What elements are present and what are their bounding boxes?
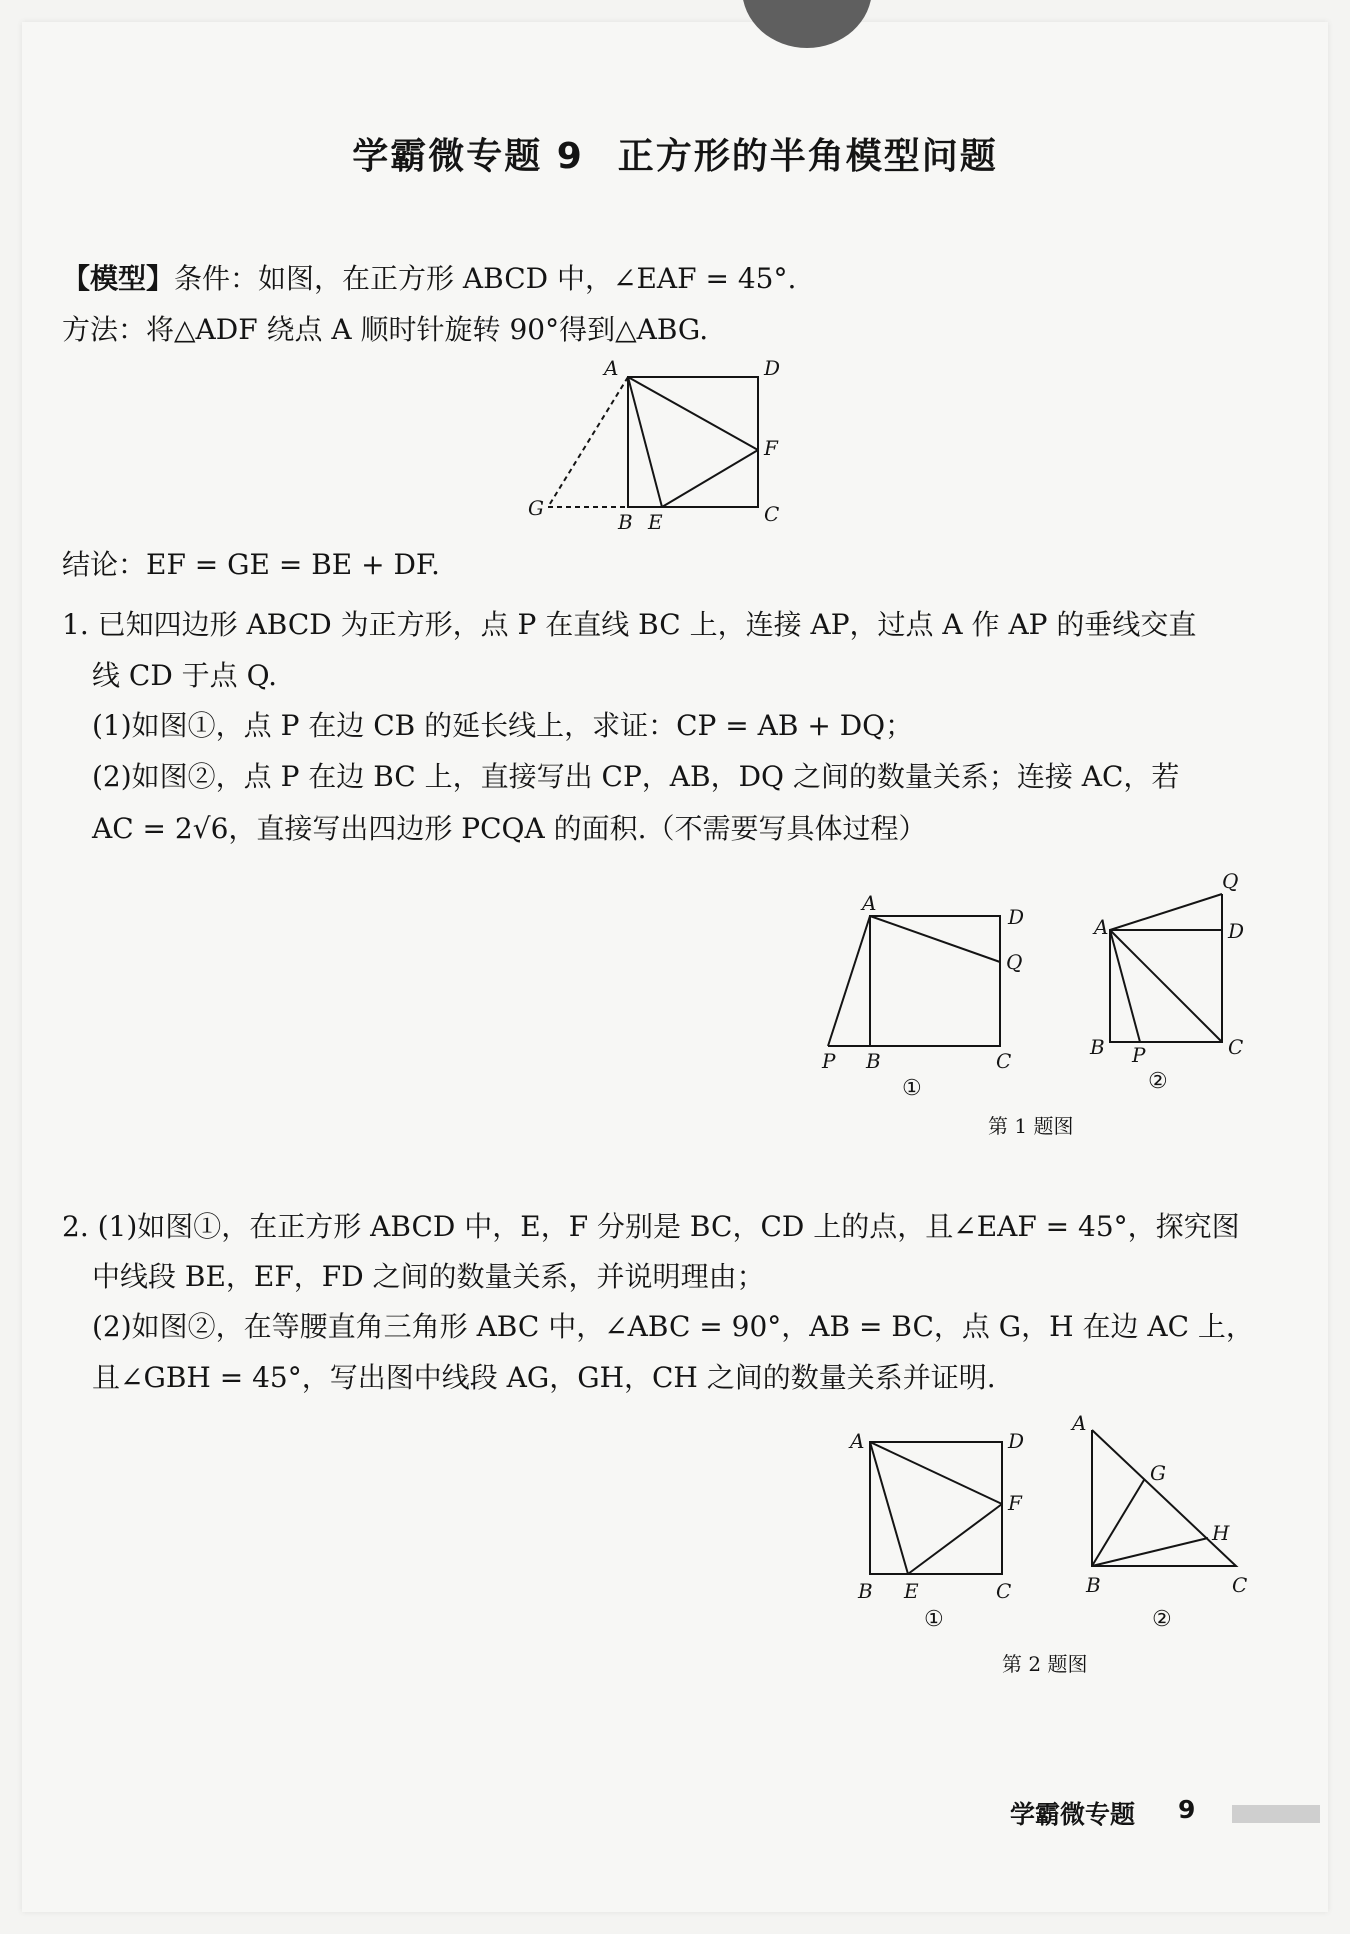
q1-line2: 线 CD 于点 Q. [92,659,278,692]
label-b: B [1086,1573,1101,1597]
q1-part1: (1)如图①，点 P 在边 CB 的延长线上，求证：CP = AB + DQ； [92,709,914,742]
label-c: C [1228,1035,1244,1059]
fig-number: ① [902,1076,922,1101]
model-condition-text: 条件：如图，在正方形 ABCD 中，∠EAF = 45°. [174,262,797,295]
label-p: P [1132,1043,1146,1067]
label-c: C [1232,1573,1248,1597]
q2-caption: 第 2 题图 [1002,1652,1088,1676]
fig-number: ② [1152,1607,1172,1632]
label-q: Q [1006,950,1023,974]
model-conclusion: 结论：EF = GE = BE + DF. [62,548,440,581]
label-d: D [1228,919,1245,943]
label-q: Q [1222,869,1239,893]
q1-part2a: (2)如图②，点 P 在边 BC 上，直接写出 CP，AB，DQ 之间的数量关系；连接 AC，若 [92,760,1180,793]
label-a: A [1094,915,1109,939]
label-e: E [904,1579,919,1603]
title-sub: 正方形的半角模型问题 [617,136,998,177]
label-c: C [996,1579,1012,1603]
label-b: B [858,1579,873,1603]
q1-caption: 第 1 题图 [988,1114,1074,1138]
q1-figure-2 [1080,870,1260,1100]
q2-line2: 中线段 BE，EF，FD 之间的数量关系，并说明理由； [92,1260,765,1293]
q1-part2b: AC = 2√6，直接写出四边形 PCQA 的面积.（不需要写具体过程） [92,812,927,845]
label-c: C [764,502,780,526]
q1-figure-1 [810,880,1040,1100]
model-tag: 【模型】 [62,262,175,295]
footer-bar [1232,1805,1320,1823]
q2-figure-2 [1060,1410,1270,1630]
label-d: D [1008,1429,1025,1453]
q2-line4: 且∠GBH = 45°，写出图中线段 AG，GH，CH 之间的数量关系并证明. [92,1361,996,1394]
label-c: C [996,1049,1012,1073]
page-number: 9 [1178,1795,1196,1824]
model-method: 方法：将△ADF 绕点 A 顺时针旋转 90°得到△ABG. [62,313,709,346]
page-title [0,128,1350,179]
label-a: A [850,1429,865,1453]
label-g: G [528,496,544,520]
q1-line1: 1. 已知四边形 ABCD 为正方形，点 P 在直线 BC 上，连接 AP，过点 A 作 AP 的垂线交直 [62,608,1197,641]
label-h: H [1212,1521,1230,1545]
fig-number: ② [1148,1069,1168,1094]
q2-line3: (2)如图②，在等腰直角三角形 ABC 中，∠ABC = 90°，AB = BC，点 G，H 在边 AC 上， [92,1310,1254,1343]
label-d: D [764,356,781,380]
label-f: F [764,436,778,460]
label-g: G [1150,1461,1166,1485]
q2-line1: 2. (1)如图①，在正方形 ABCD 中，E，F 分别是 BC，CD 上的点，且∠EAF = 45°，探究图 [62,1210,1240,1243]
label-b: B [1090,1035,1105,1059]
label-a: A [604,356,619,380]
label-a: A [862,891,877,915]
title-main: 学霸微专题 9 [352,136,584,177]
model-condition [62,262,796,296]
q2-figure-1 [840,1420,1050,1630]
label-b: B [866,1049,881,1073]
label-e: E [648,510,663,534]
fig-number: ① [924,1607,944,1632]
model-figure [520,355,780,535]
label-b: B [618,510,633,534]
label-a: A [1072,1411,1087,1435]
label-f: F [1008,1491,1022,1515]
footer-label: 学霸微专题 [1010,1800,1136,1829]
label-p: P [822,1049,836,1073]
label-d: D [1008,905,1025,929]
